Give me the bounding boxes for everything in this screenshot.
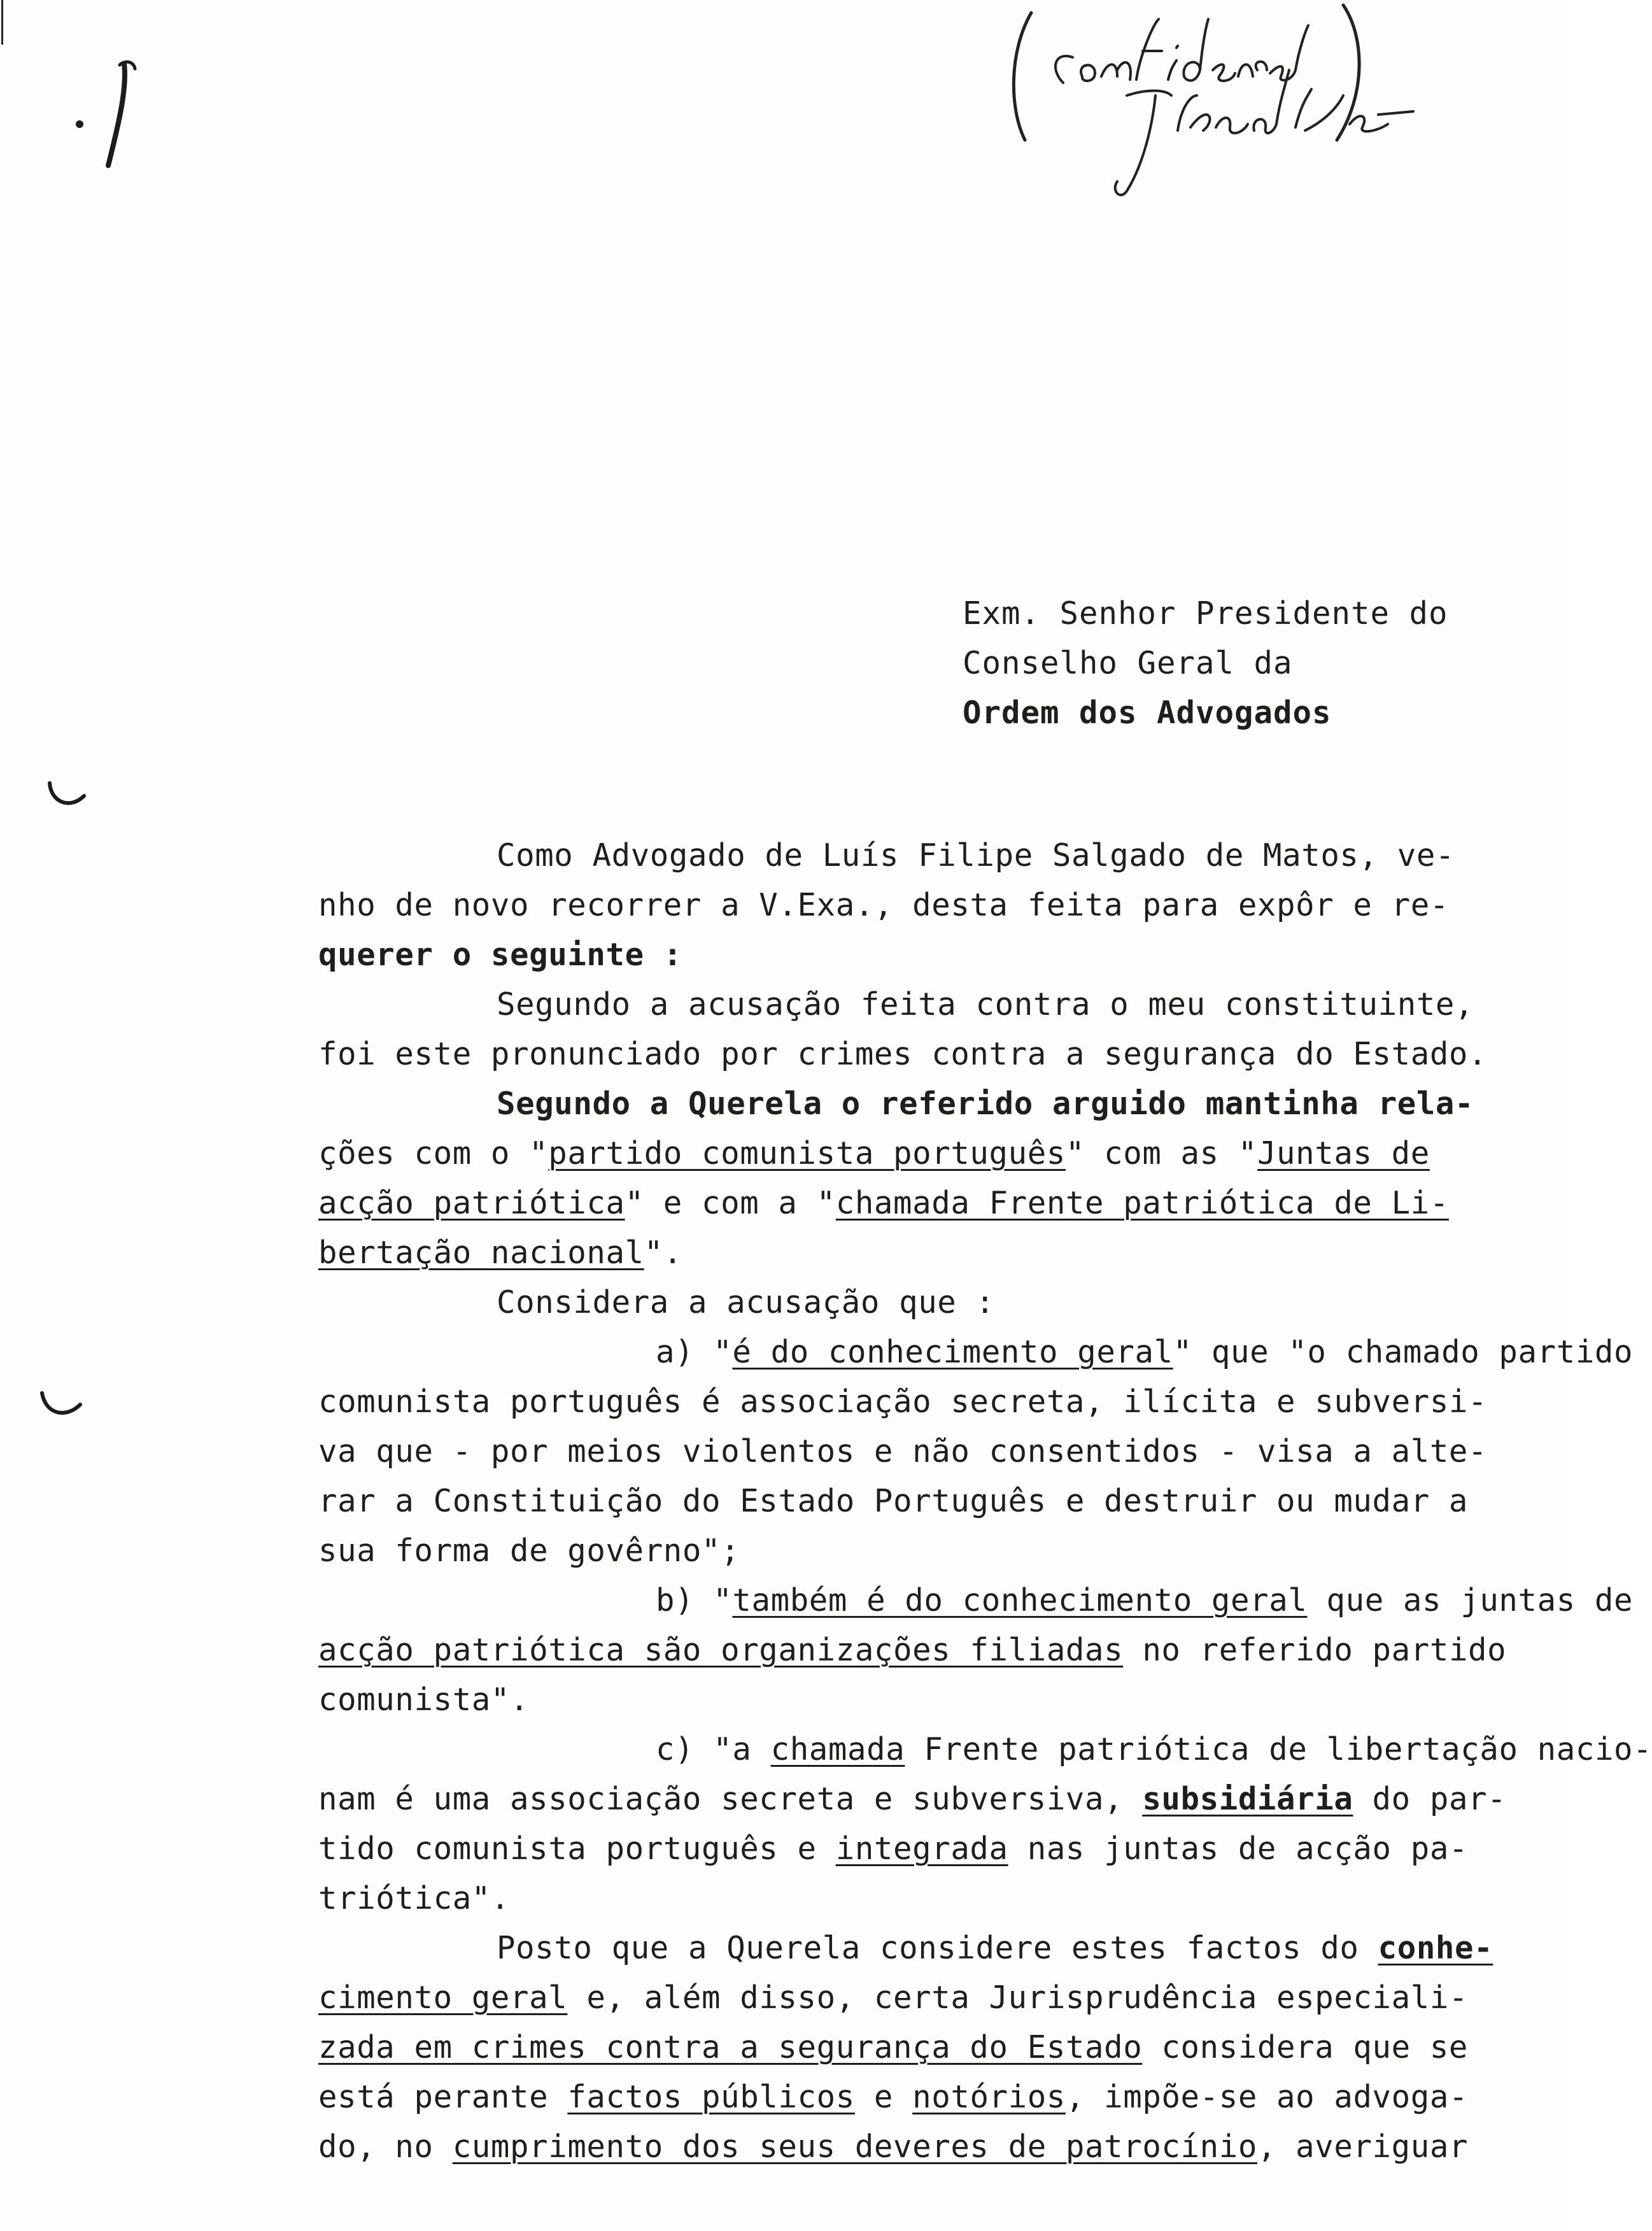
underlined-phrase: factos públicos (567, 2079, 855, 2115)
text-line: ções com o "partido comunista português" com as "Juntas de (318, 1135, 1430, 1172)
text-line: querer o seguinte : (318, 937, 682, 973)
page-number-mark (64, 51, 153, 178)
underlined-phrase: cimento geral (318, 1980, 568, 2016)
text-line: sua forma de govêrno"; (318, 1533, 740, 1569)
text-line: b) "também é do conhecimento geral que as juntas de (656, 1582, 1634, 1618)
address-line: Ordem dos Advogados (963, 695, 1332, 731)
recipient-address (963, 589, 1448, 738)
text-line: Segundo a Querela o referido arguido mantinha rela- (497, 1086, 1474, 1122)
underlined-phrase: chamada (770, 1731, 905, 1767)
underlined-phrase: conhe- (1378, 1930, 1493, 1966)
underlined-phrase: zada em crimes contra a segurança do Estado (318, 2029, 1143, 2065)
underlined-phrase: chamada Frente patriótica de Li- (835, 1185, 1449, 1221)
text-line: tido comunista português e integrada nas juntas de acção pa- (318, 1831, 1469, 1867)
text-line: va que - por meios violentos e não consentidos - visa a alte- (318, 1433, 1488, 1470)
handwritten-annotation (1006, 0, 1426, 204)
text-line: Posto que a Querela considere estes factos do conhe- (497, 1930, 1493, 1966)
underlined-phrase: também é do conhecimento geral (732, 1582, 1308, 1618)
text-line: acção patriótica" e com a "chamada Frente patriótica de Li- (318, 1185, 1449, 1221)
underlined-phrase: bertação nacional (318, 1235, 644, 1271)
text-line: cimento geral e, além disso, certa Jurisprudência especiali- (318, 1980, 1469, 2016)
text-line: nam é uma associação secreta e subversiva, subsidiária do par- (318, 1781, 1507, 1817)
letter-body (318, 831, 1652, 2172)
text-line: foi este pronunciado por crimes contra a segurança do Estado. (318, 1036, 1488, 1072)
text-line: Segundo a acusação feita contra o meu constituinte, (497, 986, 1474, 1023)
text-line: rar a Constituição do Estado Português e destruir ou mudar a (318, 1483, 1469, 1519)
underlined-phrase: notórios (912, 2079, 1066, 2115)
text-line: do, no cumprimento dos seus deveres de patrocínio, averiguar (318, 2128, 1469, 2165)
text-line: acção patriótica são organizações filiadas no referido partido (318, 1632, 1507, 1668)
underlined-phrase: cumprimento dos seus deveres de patrocínio (452, 2128, 1257, 2165)
text-line: nho de novo recorrer a V.Exa., desta feita para expôr e re- (318, 887, 1449, 923)
text-line: zada em crimes contra a segurança do Estado considera que se (318, 2029, 1469, 2065)
text-line: triótica". (318, 1880, 511, 1916)
text-line: c) "a chamada Frente patriótica de libertação nacio- (656, 1731, 1652, 1767)
address-line: Exm. Senhor Presidente do (963, 595, 1448, 632)
text-line: bertação nacional". (318, 1235, 682, 1271)
underlined-phrase: partido comunista português (548, 1135, 1066, 1172)
text-line: comunista português é associação secreta, ilícita e subversi- (318, 1384, 1488, 1420)
underlined-phrase: subsidiária (1142, 1781, 1353, 1817)
punch-hole-mark (38, 1382, 83, 1426)
text-line: comunista". (318, 1682, 530, 1718)
address-line: Conselho Geral da (963, 645, 1293, 681)
underlined-phrase: Juntas de (1257, 1135, 1430, 1172)
underlined-phrase: acção patriótica são organizações filiadas (318, 1632, 1124, 1668)
scan-edge-mark (1, 0, 3, 45)
text-line: Como Advogado de Luís Filipe Salgado de Matos, ve- (497, 837, 1455, 874)
text-line: Considera a acusação que : (497, 1284, 995, 1321)
underlined-phrase: acção patriótica (318, 1185, 625, 1221)
punch-hole-mark (45, 770, 89, 815)
text-line: está perante factos públicos e notórios, impõe-se ao advoga- (318, 2079, 1469, 2115)
text-line: a) "é do conhecimento geral" que "o chamado partido (656, 1334, 1634, 1370)
underlined-phrase: integrada (835, 1831, 1008, 1867)
underlined-phrase: é do conhecimento geral (732, 1334, 1173, 1370)
